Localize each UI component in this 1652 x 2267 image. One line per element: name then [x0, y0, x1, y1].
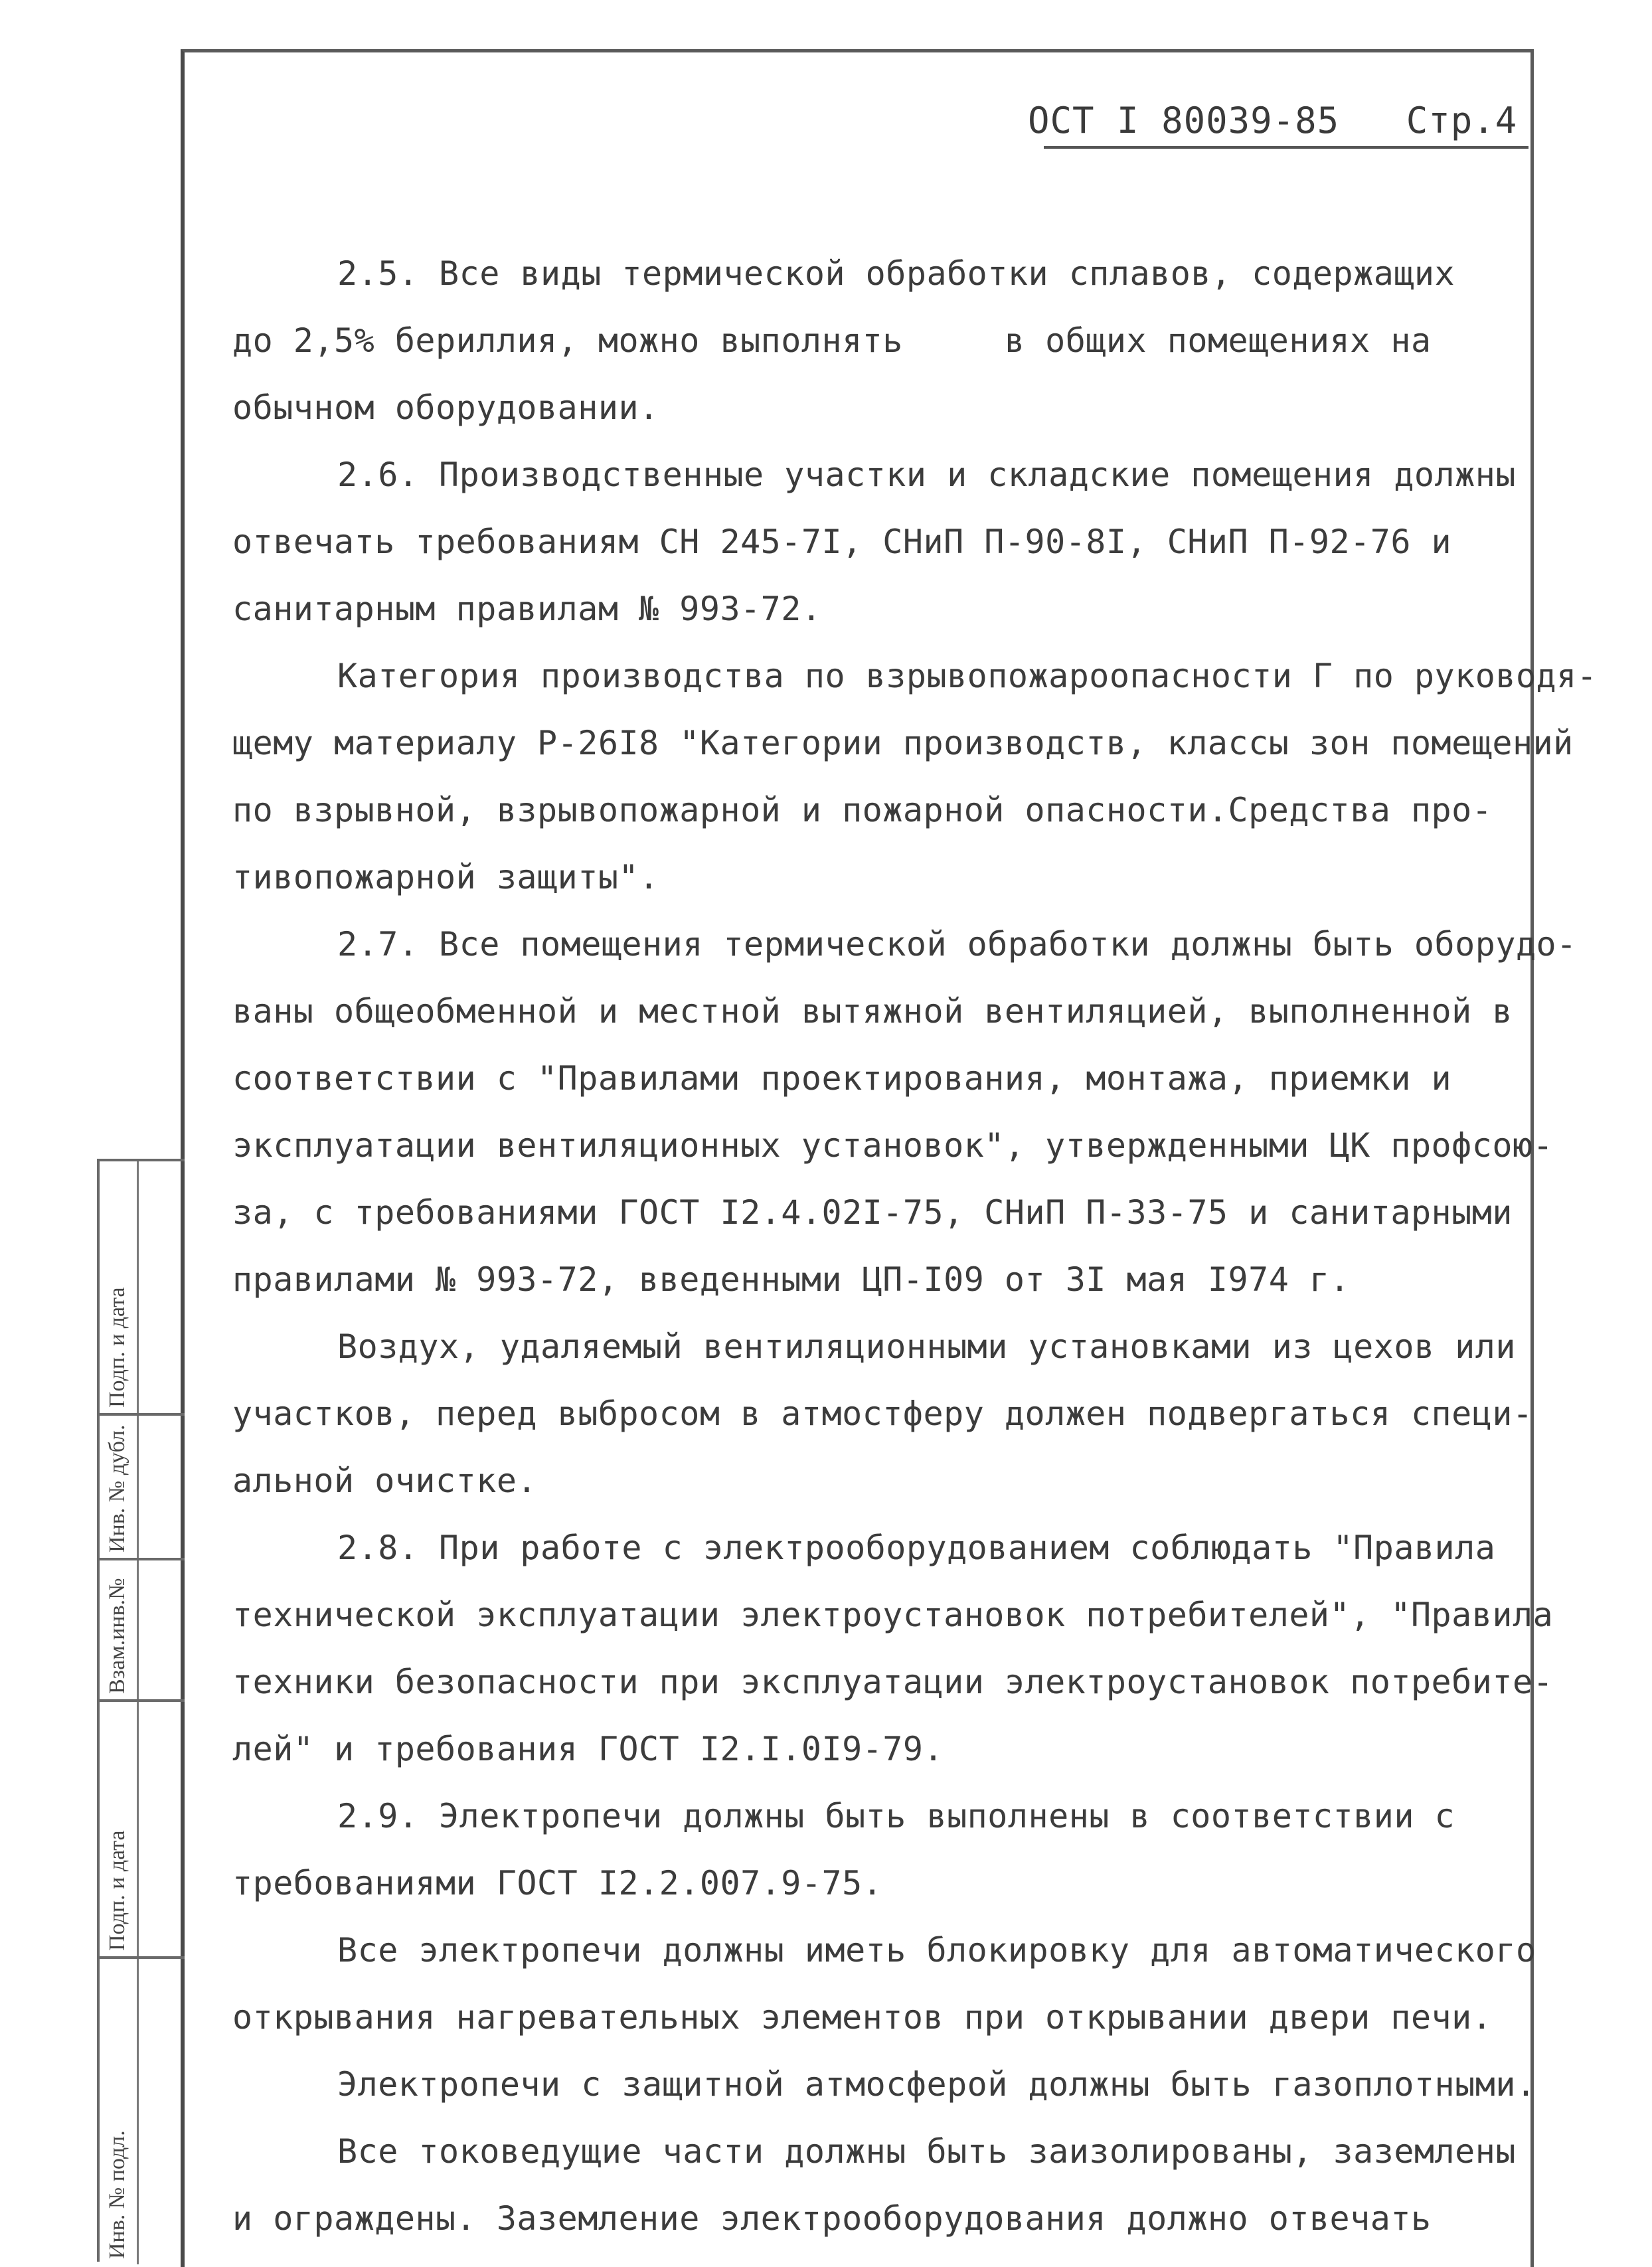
text-line: тивопожарной защиты".	[232, 858, 659, 896]
text-line: 2.6. Производственные участки и складские помещения должны	[337, 456, 1516, 494]
document-body	[232, 240, 1598, 2252]
stamp-label: Подп. и дата	[105, 1830, 129, 1951]
text-line: и ограждены. Заземление электрооборудования должно отвечать	[232, 2199, 1432, 2238]
text-line: санитарным правилам № 993-72.	[232, 590, 822, 628]
header-underline	[1044, 146, 1528, 149]
text-line: Категория производства по взрывопожароопасности Г по руководя-	[337, 657, 1598, 695]
text-line: Воздух, удаляемый вентиляционными установками из цехов или	[337, 1327, 1516, 1366]
text-line: открывания нагревательных элементов при открывании двери печи.	[232, 1998, 1493, 2037]
text-line: лей" и требования ГОСТ I2.I.0I9-79.	[232, 1730, 944, 1768]
text-line: Электропечи с защитной атмосферой должны быть газоплотными.	[337, 2065, 1536, 2104]
text-line: ваны общеобменной и местной вытяжной вентиляцией, выполненной в	[232, 992, 1513, 1031]
registration-stamp	[97, 1159, 185, 2262]
text-line: альной очистке.	[232, 1462, 538, 1500]
text-line: Все электропечи должны иметь блокировку для автоматического	[337, 1931, 1536, 1970]
text-line: технической эксплуатации электроустановок потребителей", "Правила	[232, 1596, 1554, 1634]
text-line: техники безопасности при эксплуатации электроустановок потребите-	[232, 1663, 1554, 1701]
stamp-cell	[100, 1560, 185, 1702]
standard-number: ОСТ I 80039-85	[1028, 100, 1340, 141]
text-line: по взрывной, взрывопожарной и пожарной опасности.Средства про-	[232, 791, 1493, 829]
text-line: Все токоведущие части должны быть заизолированы, заземлены	[337, 2132, 1516, 2171]
text-line: требованиями ГОСТ I2.2.007.9-75.	[232, 1864, 883, 1902]
stamp-label: Инв. № дубл.	[105, 1424, 129, 1553]
stamp-cell	[100, 1161, 185, 1416]
stamp-label: Подп. и дата	[105, 1287, 129, 1408]
text-line: за, с требованиями ГОСТ I2.4.02I-75, СНиП П-33-75 и санитарными	[232, 1193, 1513, 1232]
text-line: 2.5. Все виды термической обработки сплавов, содержащих	[337, 254, 1455, 293]
stamp-cell	[100, 1959, 185, 2264]
text-line: до 2,5% бериллия, можно выполнять в общих помещениях на	[232, 321, 1432, 360]
text-line: эксплуатации вентиляционных установок", утвержденными ЦК профсою-	[232, 1126, 1554, 1165]
stamp-cell	[100, 1702, 185, 1959]
text-line: обычном оборудовании.	[232, 388, 659, 427]
text-line: 2.7. Все помещения термической обработки должны быть оборудо-	[337, 925, 1577, 964]
text-line: участков, перед выбросом в атмостферу должен подвергаться специ-	[232, 1394, 1533, 1433]
text-line: соответствии с "Правилами проектирования, монтажа, приемки и	[232, 1059, 1452, 1098]
text-line: 2.8. При работе с электрооборудованием соблюдать "Правила	[337, 1529, 1496, 1567]
stamp-label: Инв. № подл.	[105, 2130, 129, 2259]
stamp-label: Взам.инв.№	[105, 1578, 129, 1694]
text-line: щему материалу Р-26I8 "Категории производств, классы зон помещений	[232, 724, 1574, 762]
page-number: Стр.4	[1406, 100, 1518, 141]
page-header	[1028, 100, 1532, 141]
text-line: отвечать требованиям СН 245-7I, СНиП П-90-8I, СНиП П-92-76 и	[232, 523, 1452, 561]
stamp-cell	[100, 1416, 185, 1560]
text-line: правилами № 993-72, введенными ЦП-I09 от 3I мая I974 г.	[232, 1260, 1351, 1299]
text-line: 2.9. Электропечи должны быть выполнены в соответствии с	[337, 1797, 1455, 1835]
